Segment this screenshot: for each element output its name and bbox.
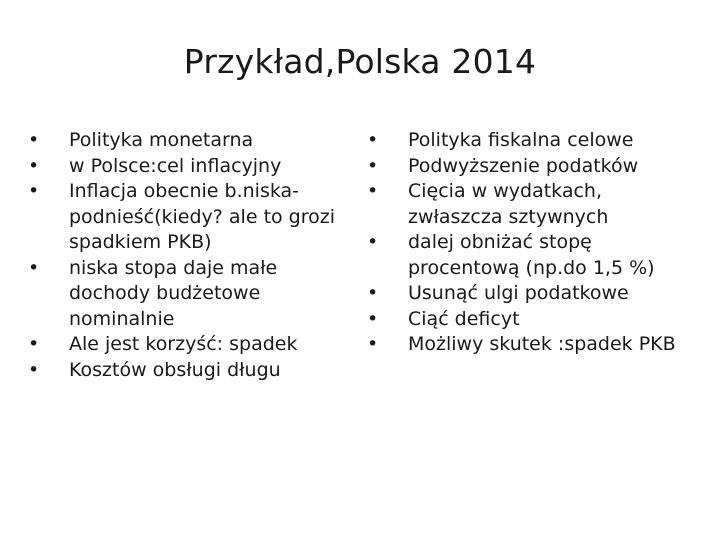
right-bullet-item — [367, 307, 697, 333]
bullet-icon: • — [28, 333, 40, 355]
bullet-icon: • — [367, 282, 379, 304]
right-bullet-item — [367, 179, 697, 230]
left-bullet-text: Kosztów obsługi długu — [69, 358, 281, 381]
bullet-icon: • — [367, 154, 379, 177]
left-bullet-item — [28, 179, 338, 256]
left-bullet-item — [28, 154, 338, 180]
right-bullet-item — [367, 281, 697, 307]
bullet-icon: • — [367, 307, 379, 330]
right-bullet-item — [367, 154, 697, 180]
bullet-icon: • — [367, 231, 379, 253]
left-bullet-text: Inflacja obecnie b.niska- podnieść(kiedy? ale to grozi spadkiem PKB) — [69, 180, 336, 253]
bullet-icon: • — [28, 180, 40, 202]
right-bullet-text: dalej obniżać stopę procentową (np.do 1,5 %) — [408, 231, 655, 279]
right-bullet-item — [367, 332, 697, 358]
bullet-icon: • — [28, 358, 40, 381]
right-bullet-text: Usunąć ulgi podatkowe — [408, 282, 629, 304]
left-bullet-item — [28, 128, 338, 154]
right-bullet-item — [367, 128, 697, 154]
left-bullet-item — [28, 332, 338, 358]
left-bullet-text: Polityka monetarna — [69, 129, 254, 151]
bullet-icon: • — [28, 256, 40, 279]
bullet-icon: • — [28, 129, 40, 151]
right-bullet-text: Cięcia w wydatkach, zwłaszcza sztywnych — [408, 180, 609, 228]
right-bullet-list — [367, 128, 697, 358]
left-bullet-item — [28, 358, 338, 384]
left-bullet-list — [28, 128, 338, 383]
slide-title: Przykład,Polska 2014 — [183, 42, 537, 81]
bullet-icon: • — [28, 154, 40, 177]
bullet-icon: • — [367, 180, 379, 202]
right-bullet-text: Podwyższenie podatków — [408, 154, 639, 177]
left-bullet-text: niska stopa daje małe dochody budżetowe nominalnie — [69, 256, 278, 330]
left-bullet-item — [28, 256, 338, 333]
right-bullet-text: Polityka fiskalna celowe — [408, 129, 634, 151]
bullet-icon: • — [367, 129, 379, 151]
bullet-icon: • — [367, 333, 379, 355]
left-bullet-text: Ale jest korzyść: spadek — [69, 333, 298, 355]
right-bullet-item — [367, 230, 697, 281]
left-bullet-text: w Polsce:cel inflacyjny — [69, 154, 282, 177]
right-bullet-text: Ciąć deficyt — [408, 307, 520, 330]
right-bullet-text: Możliwy skutek :spadek PKB — [408, 333, 676, 355]
